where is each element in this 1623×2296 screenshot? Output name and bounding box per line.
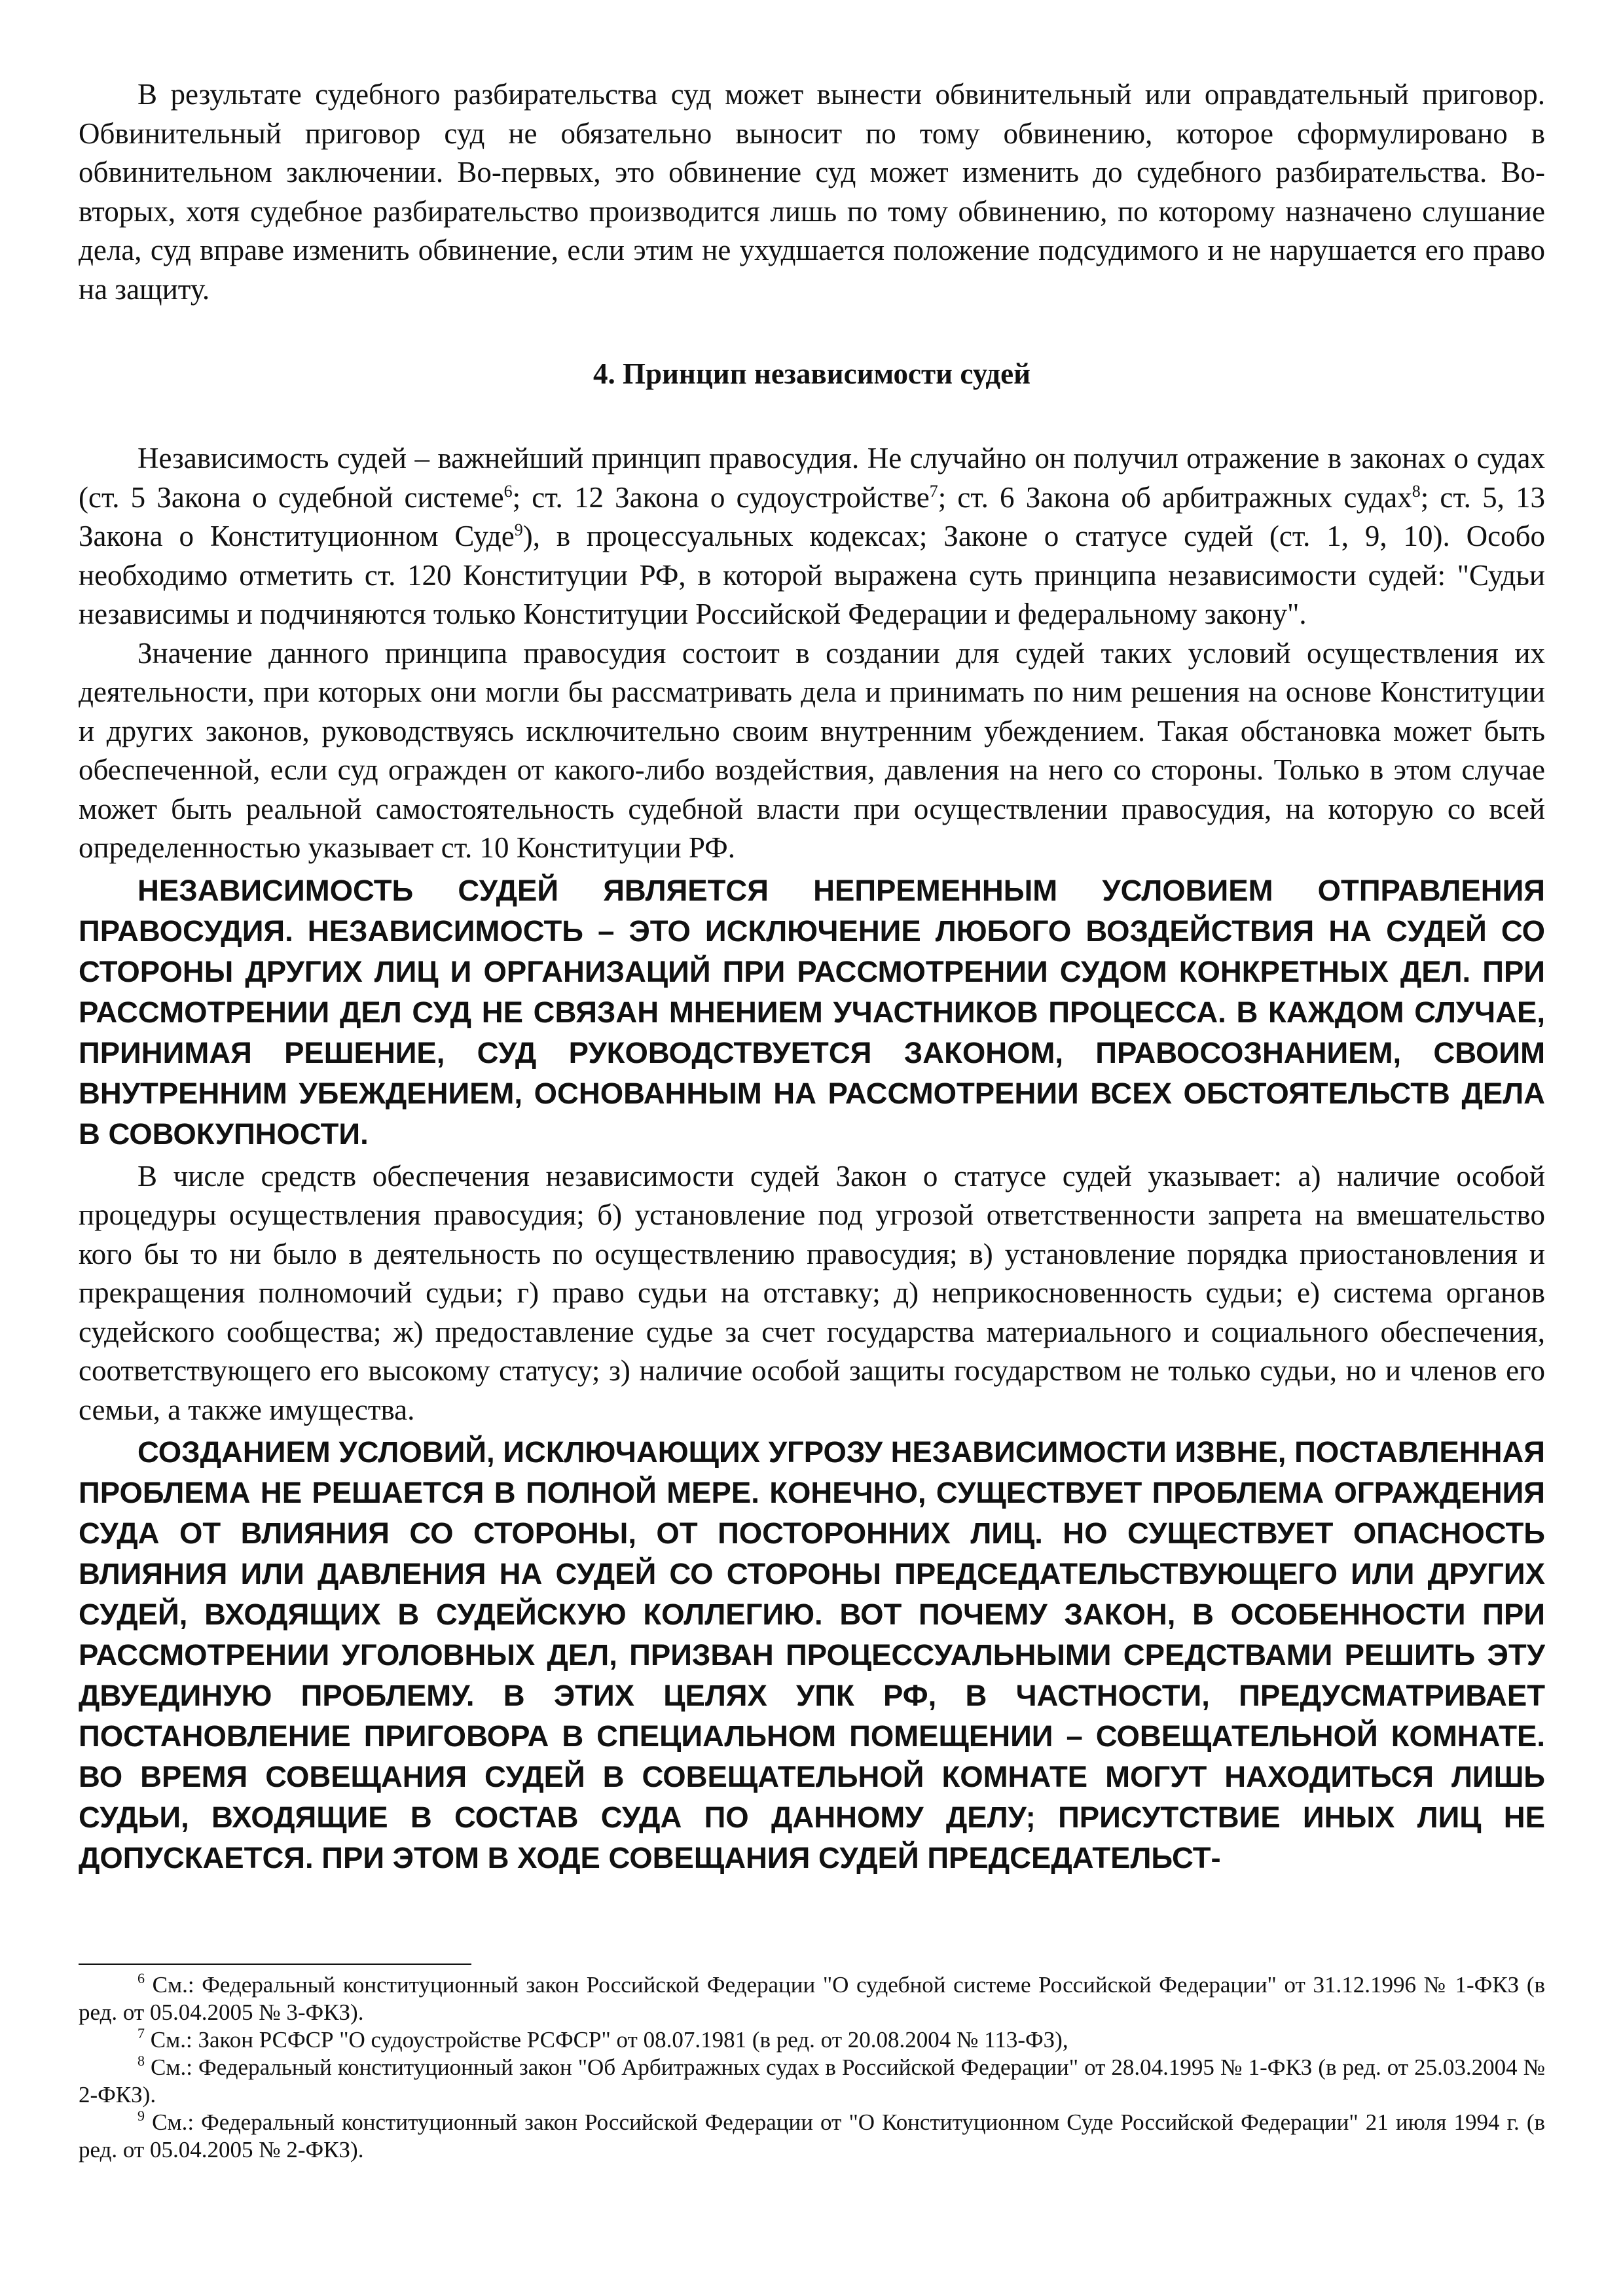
footnotes	[79, 1971, 1545, 2253]
footnote-text: См.: Федеральный конституционный закон "Об Арбитражных судах в Российской Федерации" от 28.04.1995 № 1-ФКЗ (в ред. от 25.03.2004 № 2-ФКЗ).	[79, 2054, 1545, 2108]
footnote-7	[79, 2026, 1545, 2054]
footnote-text: См.: Федеральный конституционный закон Российской Федерации "О судебной системе Российской Федерации" от 31.12.1996 № 1-ФКЗ (в ред. от 05.04.2005 № 3-ФКЗ).	[79, 1972, 1545, 2025]
paragraph-text: Независимость судей – важнейший принцип правосудия. Не случайно он получил отражение в законах о судах (ст. 5 Закона о судебной системе	[79, 442, 1545, 514]
bold-block-deliberation: СОЗДАНИЕМ УСЛОВИЙ, ИСКЛЮЧАЮЩИХ УГРОЗУ НЕЗАВИСИМОСТИ ИЗВНЕ, ПОСТАВЛЕННАЯ ПРОБЛЕМА НЕ РЕШАЕТСЯ В ПОЛНОЙ МЕРЕ. КОНЕЧНО, СУЩЕСТВУЕТ ПРОБЛЕМА ОГРАЖДЕНИЯ СУДА ОТ ВЛИЯНИЯ СО СТОРОНЫ, ОТ ПОСТОРОННИХ ЛИЦ. НО СУЩЕСТВУЕТ ОПАСНОСТЬ ВЛИЯНИЯ ИЛИ ДАВЛЕНИЯ НА СУДЕЙ СО СТОРОНЫ ПРЕДСЕДАТЕЛЬСТВУЮЩЕГО ИЛИ ДРУГИХ СУДЕЙ, ВХОДЯЩИХ В СУДЕЙСКУЮ КОЛЛЕГИЮ. ВОТ ПОЧЕМУ ЗАКОН, В ОСОБЕННОСТИ ПРИ РАССМОТРЕНИИ УГОЛОВНЫХ ДЕЛ, ПРИЗВАН ПРОЦЕССУАЛЬНЫМИ СРЕДСТВАМИ РЕШИТЬ ЭТУ ДВУЕДИНУЮ ПРОБЛЕМУ. В ЭТИХ ЦЕЛЯХ УПК РФ, В ЧАСТНОСТИ, ПРЕДУСМАТРИВАЕТ ПОСТАНОВЛЕНИЕ ПРИГОВОРА В СПЕЦИАЛЬНОМ ПОМЕЩЕНИИ – СОВЕЩАТЕЛЬНОЙ КОМНАТЕ. ВО ВРЕМЯ СОВЕЩАНИЯ СУДЕЙ В СОВЕЩАТЕЛЬНОЙ КОМНАТЕ МОГУТ НАХОДИТЬСЯ ЛИШЬ СУДЬИ, ВХОДЯЩИЕ В СОСТАВ СУДА ПО ДАННОМУ ДЕЛУ; ПРИСУТСТВИЕ ИНЫХ ЛИЦ НЕ ДОПУСКАЕТСЯ. ПРИ ЭТОМ В ХОДЕ СОВЕЩАНИЯ СУДЕЙ ПРЕДСЕДАТЕЛЬСТ-	[79, 1435, 1545, 1874]
section-heading: 4. Принцип независимости судей	[593, 357, 1031, 390]
paragraph-independence-intro	[79, 439, 1545, 634]
footnote-6	[79, 1971, 1545, 2026]
paragraph-means-of-independence: В числе средств обеспечения независимости судей Закон о статусе судей указывает: а) наличие особой процедуры осуществления правосудия; б) установление под угрозой ответственности запрета на вмешательство кого бы то ни было в деятельность по осуществлению правосудия; в) установление порядка приостановления и прекращения полномочий судьи; г) право судьи на отставку; д) неприкосновенность судьи; е) система органов судейского сообщества; ж) предоставление судье за счет государства материального и социального обеспечения, соответствующего его высокому статусу; з) наличие особой защиты государством не только судьи, но и членов его семьи, а также имущества.	[79, 1159, 1545, 1426]
footnote-ref-6[interactable]: 6	[503, 481, 513, 501]
footnote-ref-8[interactable]: 8	[1412, 481, 1421, 501]
footnote-number: 8	[137, 2053, 145, 2069]
footnote-number: 9	[137, 2108, 145, 2124]
footnote-ref-9[interactable]: 9	[514, 520, 523, 539]
footnote-text: См.: Закон РСФСР "О судоустройстве РСФСР" от 08.07.1981 (в ред. от 20.08.2004 № 113-ФЗ),	[150, 2027, 1068, 2053]
paragraph-text: ), в процессуальных кодексах; Законе о статусе судей (ст. 1, 9, 10). Особо необходимо отметить ст. 120 Конституции РФ, в которой выражена суть принципа независимости судей: "Судьи независимы и подчиняются только Конституции Российской Федерации и федеральному закону".	[79, 520, 1545, 630]
bold-block-independence: НЕЗАВИСИМОСТЬ СУДЕЙ ЯВЛЯЕТСЯ НЕПРЕМЕННЫМ УСЛОВИЕМ ОТПРАВЛЕНИЯ ПРАВОСУДИЯ. НЕЗАВИСИМОСТЬ – ЭТО ИСКЛЮЧЕНИЕ ЛЮБОГО ВОЗДЕЙСТВИЯ НА СУДЕЙ СО СТОРОНЫ ДРУГИХ ЛИЦ И ОРГАНИЗАЦИЙ ПРИ РАССМОТРЕНИИ СУДОМ КОНКРЕТНЫХ ДЕЛ. ПРИ РАССМОТРЕНИИ ДЕЛ СУД НЕ СВЯЗАН МНЕНИЕМ УЧАСТНИКОВ ПРОЦЕССА. В КАЖДОМ СЛУЧАЕ, ПРИНИМАЯ РЕШЕНИЕ, СУД РУКОВОДСТВУЕТСЯ ЗАКОНОМ, ПРАВОСОЗНАНИЕМ, СВОИМ ВНУТРЕННИМ УБЕЖДЕНИЕМ, ОСНОВАННЫМ НА РАССМОТРЕНИИ ВСЕХ ОБСТОЯТЕЛЬСТВ ДЕЛА В СОВОКУПНОСТИ.	[79, 873, 1545, 1151]
footnote-text: См.: Федеральный конституционный закон Российской Федерации от "О Конституционном Суде Российской Федерации" 21 июля 1994 г. (в ред. от 05.04.2005 № 2-ФКЗ).	[79, 2109, 1545, 2162]
footnote-ref-7[interactable]: 7	[929, 481, 938, 501]
footnote-9	[79, 2109, 1545, 2164]
footnote-number: 6	[137, 1971, 145, 1986]
footnote-number: 7	[137, 2025, 145, 2041]
footnote-8	[79, 2054, 1545, 2109]
paragraph-text: ; ст. 5, 13 Закона о Конституционном Суде	[79, 480, 1545, 552]
footnote-divider	[79, 1964, 471, 1965]
paragraph-verdict: В результате судебного разбирательства суд может вынести обвинительный или оправдательный приговор. Обвинительный приговор суд не обязательно выносит по тому обвинению, которое сформулировано в обвинительном заключении. Во-первых, это обвинение суд может изменить до судебного разбирательства. Во-вторых, хотя судебное разбирательство производится лишь по тому обвинению, по которому назначено слушание дела, суд вправе изменить обвинение, если этим не ухудшается положение подсудимого и не нарушается его право на защиту.	[79, 78, 1545, 306]
paragraph-principle-meaning: Значение данного принципа правосудия состоит в создании для судей таких условий осуществления их деятельности, при которых они могли бы рассматривать дела и принимать по ним решения на основе Конституции и других законов, руководствуясь исключительно своим внутренним убеждением. Такая обстановка может быть обеспеченной, если суд огражден от какого-либо воздействия, давления на него со стороны. Только в этом случае может быть реальной самостоятельность судебной власти при осуществлении правосудия, на которую со всей определенностью указывает ст. 10 Конституции РФ.	[79, 636, 1545, 864]
paragraph-text: ; ст. 6 Закона об арбитражных судах	[938, 480, 1412, 514]
document-page	[79, 75, 1545, 2235]
paragraph-text: ; ст. 12 Закона о судоустройстве	[512, 480, 930, 514]
